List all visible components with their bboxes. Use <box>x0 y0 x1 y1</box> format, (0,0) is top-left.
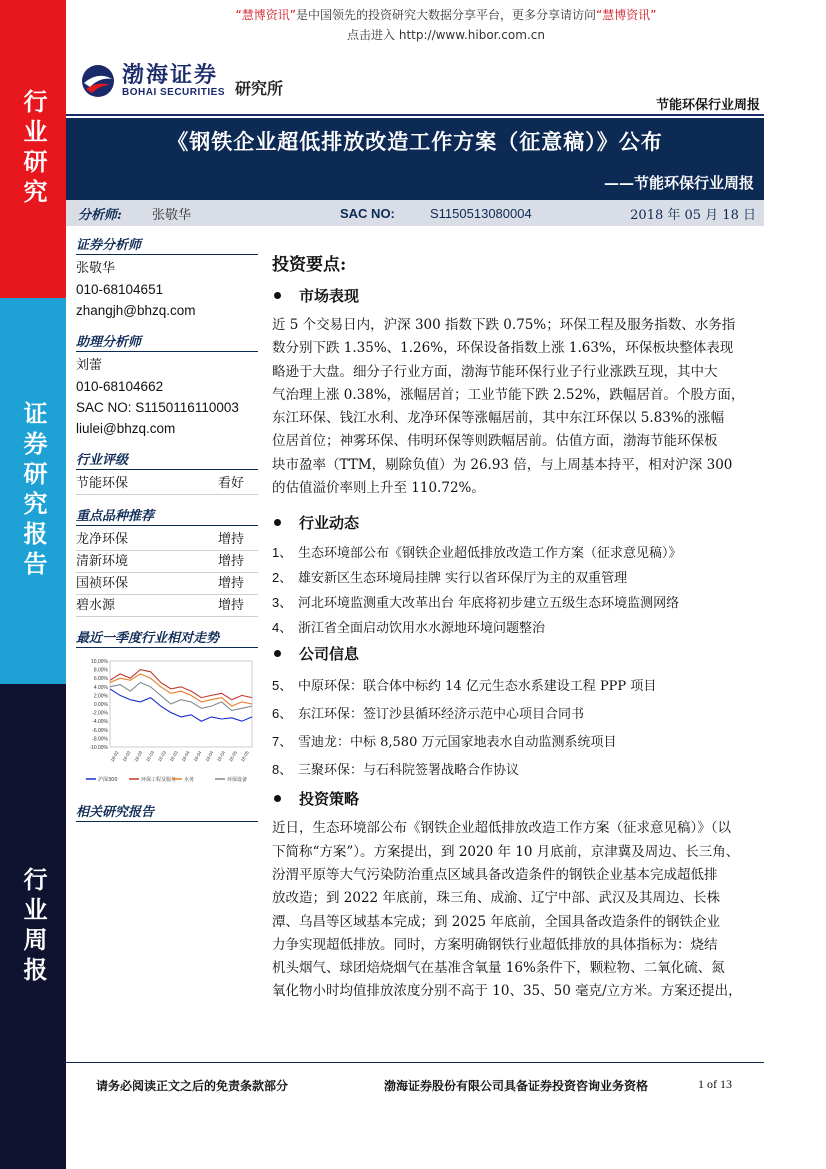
assistant-analyst-block <box>76 331 258 439</box>
side-band-dark-text: 行业周报 <box>19 866 48 987</box>
pick-row <box>76 529 258 551</box>
pick-rating: 增持 <box>217 532 244 547</box>
list-item: 8、 三聚环保：与石科院签署战略合作协议 <box>272 762 520 779</box>
rating-industry: 节能环保 <box>76 476 129 491</box>
list-item: 1、 生态环境部公布《钢铁企业超低排放改造工作方案（征求意见稿）》 <box>272 545 682 562</box>
rating-head: 行业评级 <box>76 449 258 470</box>
securities-analyst-email[interactable]: zhangjh@bhzq.com <box>76 303 196 318</box>
rating-value: 看好 <box>217 476 244 491</box>
market-paragraph <box>272 314 760 500</box>
market-heading <box>272 285 760 306</box>
legend-label: 水务 <box>184 777 195 783</box>
key-points-title: 投资要点: <box>272 255 347 275</box>
top-divider <box>66 114 764 116</box>
securities-analyst-name: 张敬华 <box>76 261 116 276</box>
logo-chinese-name: 渤海证券 <box>122 62 219 88</box>
related-block <box>76 801 258 822</box>
chart-head: 最近一季度行业相对走势 <box>76 627 258 648</box>
x-tick-label: 18-03 <box>133 750 144 763</box>
para-line: 机头烟气、球团焙烧烟气在基准含氧量 16%条件下，颗粒物、二氧化硫、氮 <box>272 960 725 977</box>
picks-block <box>76 505 258 617</box>
y-tick-label: 8.00% <box>93 667 108 674</box>
pick-row <box>76 573 258 595</box>
para-line: 的估值溢价率则上升至 110.72%。 <box>272 480 485 497</box>
x-tick-label: 18-03 <box>168 750 179 763</box>
para-line: 气治理上涨 0.38%，涨幅居首；工业节能下跌 2.52%，跌幅居首。个股方面， <box>272 386 745 403</box>
para-line: 力争实现超低排放。同时，方案明确钢铁行业超低排放的具体指标为：烧结 <box>272 936 718 953</box>
dynamics-heading <box>272 512 760 533</box>
y-tick-label: 6.00% <box>93 676 108 683</box>
pick-row <box>76 595 258 617</box>
sac-value: S1150513080004 <box>430 205 532 221</box>
y-tick-label: -6.00% <box>92 727 108 734</box>
related-head: 相关研究报告 <box>76 801 258 822</box>
pick-rating: 增持 <box>217 576 244 591</box>
analyst-bar <box>66 200 764 226</box>
para-line: 汾渭平原等大气污染防治重点区域具备改造条件的钢铁企业基本完成超低排 <box>272 866 718 883</box>
para-line: 潭、乌昌等区域基本完成；到 2025 年底前，全国具备改造条件的钢铁企业 <box>272 913 720 930</box>
side-band-dark <box>0 684 66 1169</box>
promo-text: 是中国领先的投资研究大数据分享平台，更多分享请访问 <box>295 8 596 22</box>
y-tick-label: 4.00% <box>93 684 108 691</box>
assistant-analyst-head: 助理分析师 <box>76 331 258 352</box>
para-line: 氧化物小时均值排放浓度分别不高于 10、35、50 毫克/立方米。方案还提出， <box>272 983 742 1000</box>
y-tick-label: 0.00% <box>93 702 108 708</box>
y-tick-label: -8.00% <box>92 736 108 743</box>
footer-disclaimer: 请务必阅读正文之后的免责条款部分 <box>96 1079 289 1093</box>
company-heading-text: 公司信息 <box>299 645 360 664</box>
strategy-heading <box>272 788 760 809</box>
main-content <box>272 250 760 1004</box>
relative-trend-chart <box>76 655 256 787</box>
x-tick-label: 18-04 <box>180 750 191 763</box>
bullet-icon <box>274 519 281 526</box>
pick-name: 龙净环保 <box>76 532 129 547</box>
left-sidebar <box>76 234 258 832</box>
pick-row <box>76 551 258 573</box>
x-tick-label: 18-02 <box>121 750 132 763</box>
logo-institute: 研究所 <box>235 79 284 98</box>
strategy-heading-text: 投资策略 <box>299 790 360 809</box>
promo-brand-2: “慧博资讯” <box>596 8 657 22</box>
list-item: 2、 雄安新区生态环境局挂牌 实行以省环保厅为主的双重管理 <box>272 570 628 587</box>
securities-analyst-phone: 010-68104651 <box>76 282 164 297</box>
bohai-logo-icon <box>80 63 116 99</box>
bullet-icon <box>274 292 281 299</box>
y-tick-label: 10.00% <box>91 659 108 665</box>
legend-label: 环保工程及服务 <box>141 777 177 783</box>
pick-rating: 增持 <box>217 554 244 569</box>
rating-row <box>76 473 258 495</box>
chart-plot-frame <box>110 661 252 747</box>
side-band-red <box>0 0 66 298</box>
para-line: 近 5 个交易日内，沪深 300 指数下跌 0.75%；环保工程及服务指数、水务指 <box>272 317 736 333</box>
rating-block <box>76 449 258 495</box>
legend-label: 沪深300 <box>98 777 118 783</box>
x-tick-label: 18-03 <box>156 750 167 763</box>
promo-link[interactable]: 点击进入 http://www.hibor.com.cn <box>347 28 545 42</box>
securities-analyst-head: 证券分析师 <box>76 234 258 255</box>
side-band-red-text: 行业研究 <box>19 89 48 209</box>
analyst-name: 张敬华 <box>152 207 192 223</box>
assistant-analyst-name: 刘蕾 <box>76 358 103 373</box>
company-heading <box>272 643 760 664</box>
market-heading-text: 市场表现 <box>299 287 360 305</box>
bullet-icon <box>274 650 281 657</box>
strategy-paragraph <box>272 817 760 1003</box>
pick-name: 国祯环保 <box>76 576 129 591</box>
promo-brand-1: “慧博资讯” <box>235 8 296 22</box>
report-title: 《钢铁企业超低排放改造工作方案（征意稿）》公布 <box>167 129 663 154</box>
report-subtitle: ——节能环保行业周报 <box>603 174 754 192</box>
x-tick-label: 18-03 <box>145 750 156 763</box>
pick-rating: 增持 <box>217 598 244 613</box>
para-line: 东江环保、钱江水利、龙净环保等涨幅居前，其中东江环保以 5.83%的涨幅 <box>272 410 725 427</box>
side-band-cyan <box>0 298 66 684</box>
y-tick-label: 2.00% <box>93 693 108 700</box>
list-item: 4、 浙江省全面启动饮用水水源地环境问题整治 <box>272 620 546 637</box>
assistant-analyst-sac: SAC NO: S1150116110003 <box>76 400 239 415</box>
assistant-analyst-phone: 010-68104662 <box>76 379 164 394</box>
para-line: 略逊于大盘。细分子行业方面，渤海节能环保行业子行业涨跌互现，其中大 <box>272 363 718 380</box>
series-line <box>110 670 252 700</box>
dynamics-heading-text: 行业动态 <box>299 514 360 533</box>
page-number: 1 of 13 <box>698 1077 732 1091</box>
y-tick-label: -10.00% <box>89 745 108 751</box>
footer-qualification: 渤海证券股份有限公司具备证券投资咨询业务资格 <box>384 1079 649 1093</box>
analyst-label: 分析师: <box>78 207 122 223</box>
list-item: 5、 中原环保：联合体中标约 14 亿元生态水系建设工程 PPP 项目 <box>272 678 657 695</box>
report-date: 2018 年 05 月 18 日 <box>630 207 756 223</box>
list-item: 7、 雪迪龙：中标 8,580 万元国家地表水自动监测系统项目 <box>272 734 617 751</box>
promo-banner <box>66 6 826 23</box>
bullet-icon <box>274 795 281 802</box>
sac-label: SAC NO: <box>340 205 395 221</box>
securities-analyst-block <box>76 234 258 321</box>
para-line: 下简称“方案”）。方案提出，到 2020 年 10 月底前，京津冀及周边、长三角、 <box>272 843 740 860</box>
x-tick-label: 18-05 <box>239 750 250 763</box>
pick-name: 清新环境 <box>76 554 129 569</box>
x-tick-label: 18-05 <box>227 750 238 763</box>
company-logo <box>80 62 283 99</box>
chart-block <box>76 627 258 791</box>
side-band-cyan-text: 证券研究报告 <box>19 401 48 581</box>
legend-label: 环保设备 <box>227 777 248 783</box>
list-item: 3、 河北环境监测重大改革出台 年底将初步建立五级生态环境监测网络 <box>272 595 680 612</box>
para-line: 块市盈率（TTM，剔除负值）为 26.93 倍，与上周基本持平，相对沪深 300 <box>272 456 733 473</box>
logo-english-name: BOHAI SECURITIES <box>122 87 226 98</box>
x-tick-label: 18-02 <box>109 750 120 763</box>
assistant-analyst-email[interactable]: liulei@bhzq.com <box>76 421 176 436</box>
picks-head: 重点品种推荐 <box>76 505 258 526</box>
para-line: 近日，生态环境部公布《钢铁企业超低排放改造工作方案（征求意见稿）》（以 <box>272 820 731 837</box>
para-line: 位居首位；神雾环保、伟明环保等则跌幅居前。估值方面，渤海节能环保板 <box>272 433 718 450</box>
list-item: 6、 东江环保：签订沙县循环经济示范中心项目合同书 <box>272 706 585 723</box>
para-line: 数分别下跌 1.35%、1.26%，环保设备指数上涨 1.63%，环保板块整体表现 <box>272 340 734 357</box>
y-tick-label: -2.00% <box>92 710 108 717</box>
x-tick-label: 18-04 <box>192 750 203 763</box>
report-type: 节能环保行业周报 <box>655 98 760 113</box>
x-tick-label: 18-04 <box>216 750 227 763</box>
y-tick-label: -4.00% <box>92 719 108 726</box>
pick-name: 碧水源 <box>76 598 116 613</box>
title-banner <box>66 118 764 200</box>
page-footer <box>66 1062 764 1093</box>
x-tick-label: 18-04 <box>204 750 215 763</box>
para-line: 放改造；到 2022 年底前，珠三角、成渝、辽宁中部、武汉及其周边、长株 <box>272 890 720 907</box>
